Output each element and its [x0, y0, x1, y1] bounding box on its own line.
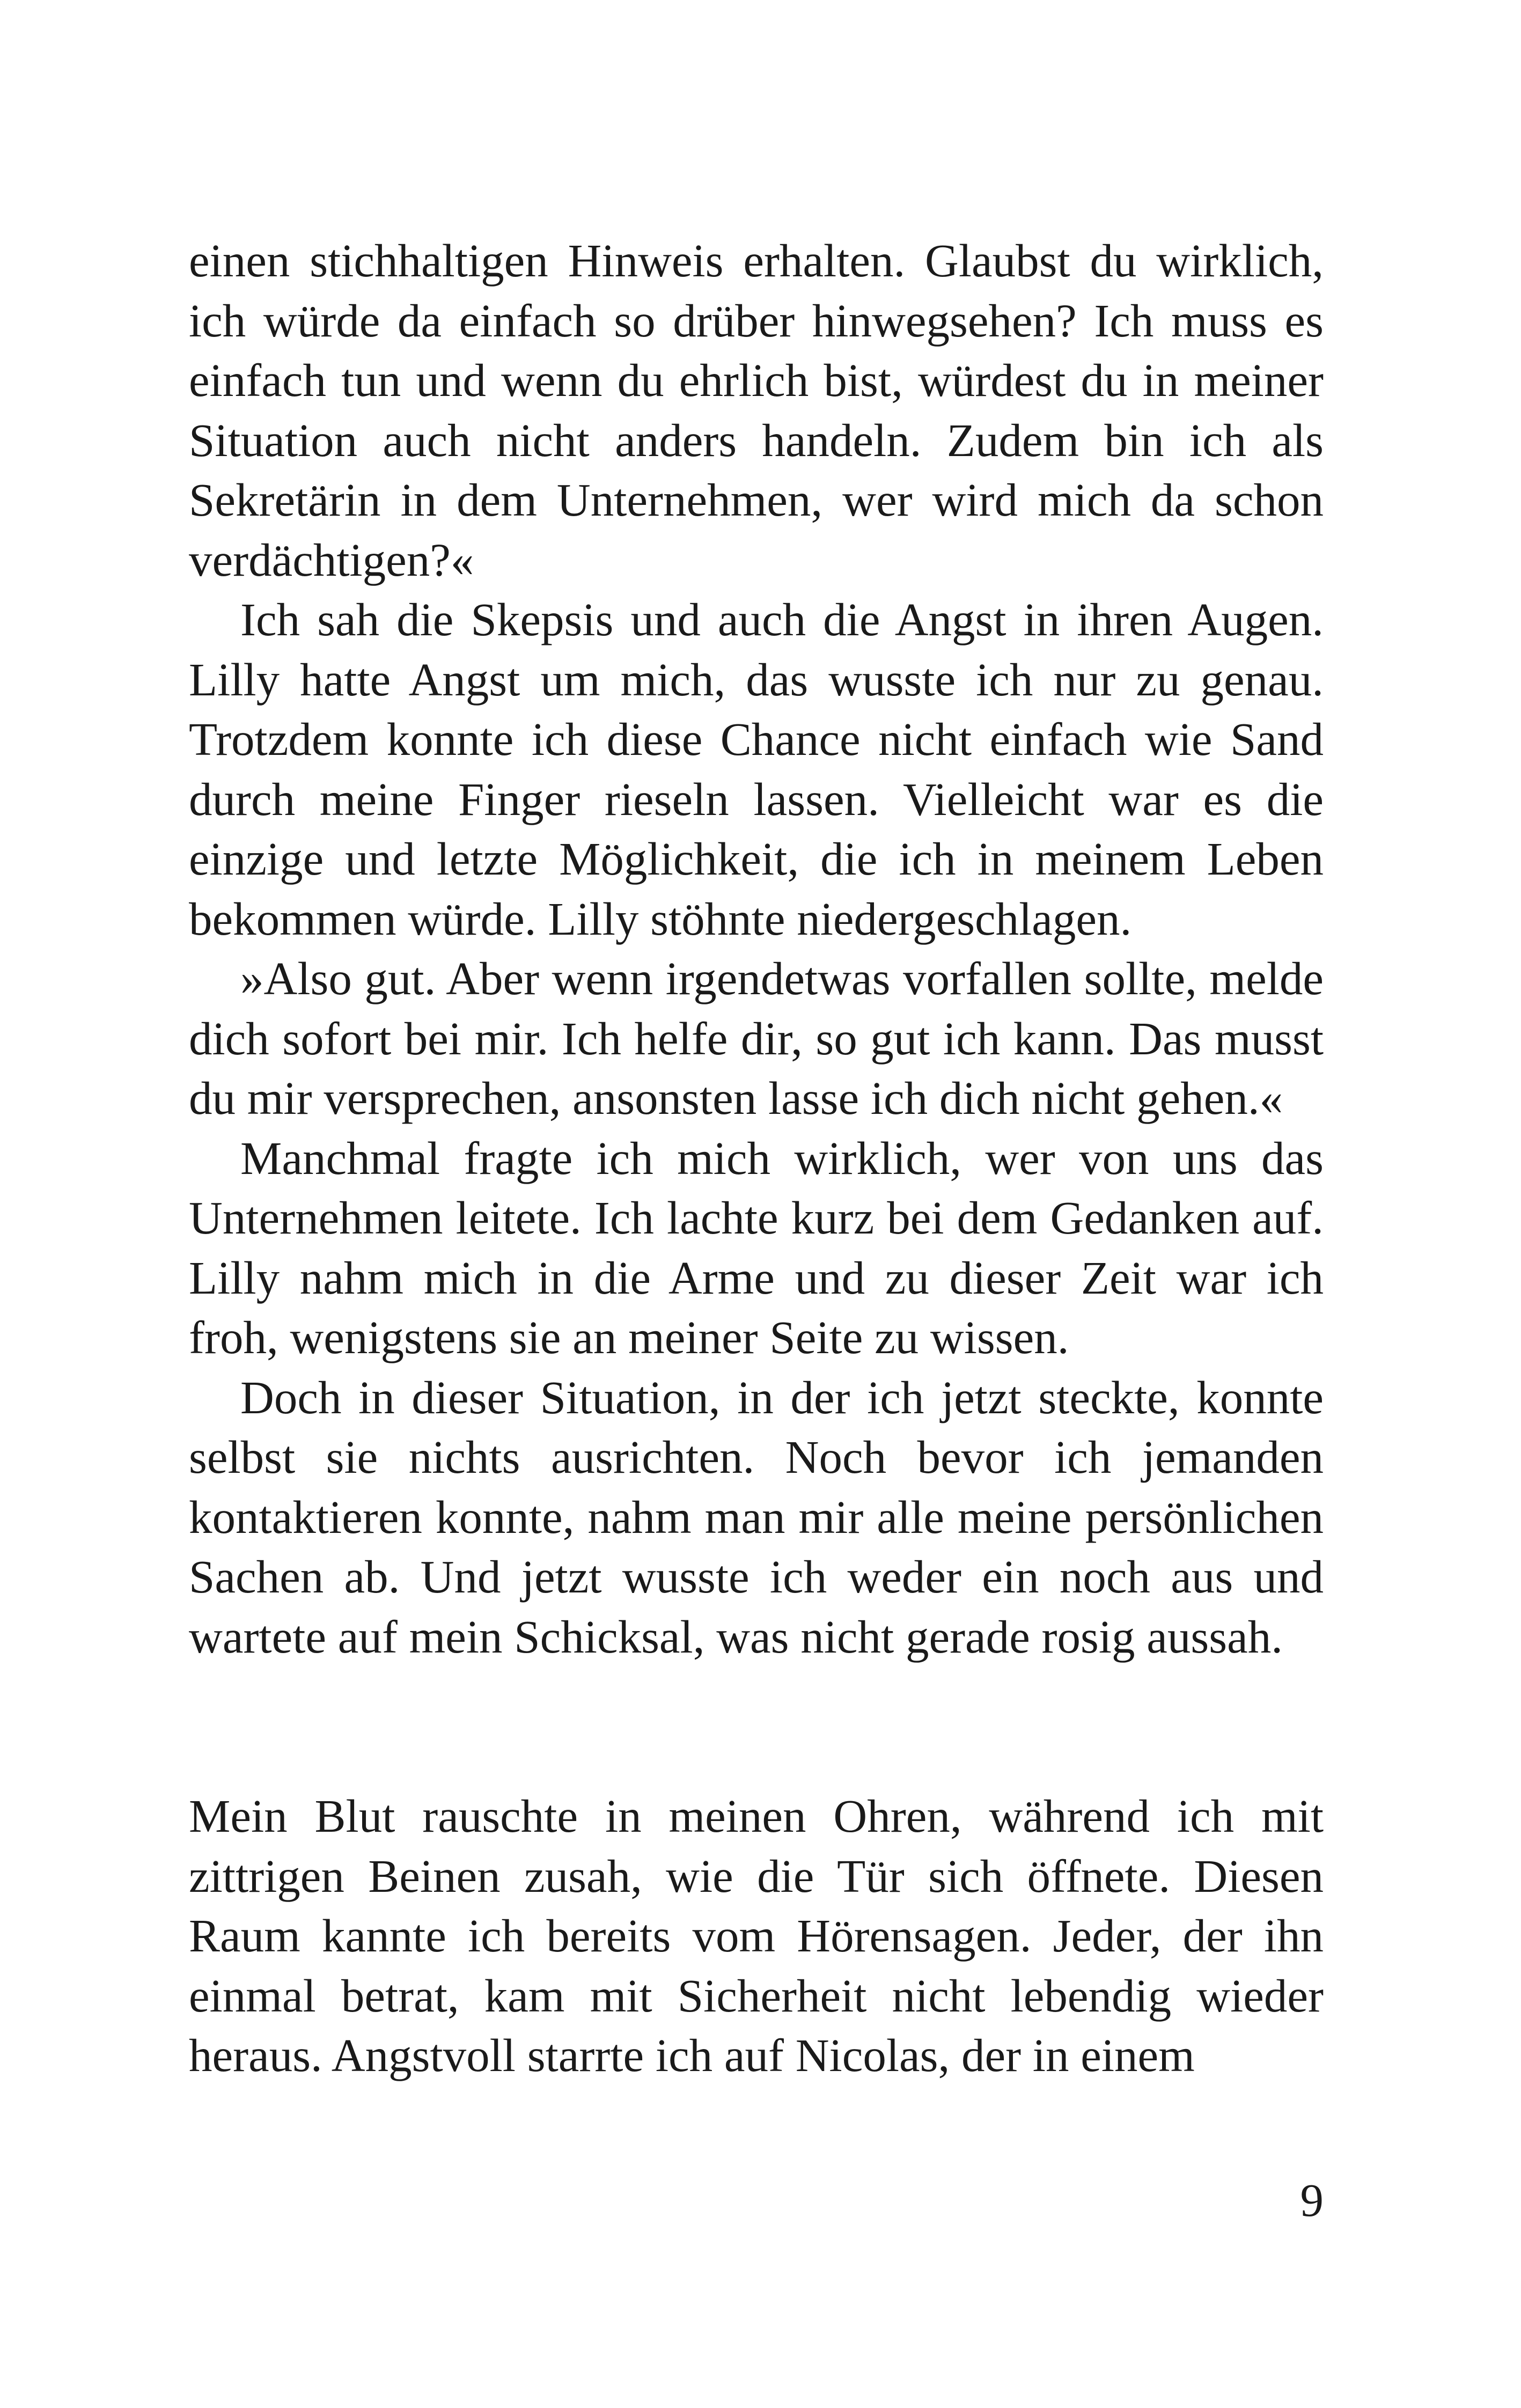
page-number: 9 — [1300, 2174, 1324, 2226]
paragraph-1: einen stichhaltigen Hinweis erhalten. Glaubst du wirklich, ich würde da einfach so drüber hinwegsehen? Ich muss es einfach tun und wenn du ehrlich bist, würdest du in meiner Situation auch nicht anders handeln. Zudem bin ich als Sekretärin in dem Unternehmen, wer wird mich da schon verdächtigen?« — [189, 234, 1324, 586]
paragraph-2: Ich sah die Skepsis und auch die Angst in ihren Augen. Lilly hatte Angst um mich, das wusste ich nur zu genau. Trotzdem konnte ich diese Chance nicht einfach wie Sand durch meine Finger rieseln lassen. Vielleicht war es die einzige und letzte Möglichkeit, die ich in meinem Leben bekommen würde. Lilly stöhnte niedergeschlagen. — [189, 593, 1324, 945]
paragraph-4: Manchmal fragte ich mich wirklich, wer von uns das Unternehmen leitete. Ich lachte kurz bei dem Gedanken auf. Lilly nahm mich in die Arme und zu dieser Zeit war ich froh, wenigstens sie an meiner Seite zu wissen. — [189, 1132, 1324, 1363]
body-text — [189, 231, 1324, 2086]
paragraph-6: Mein Blut rauschte in meinen Ohren, während ich mit zittrigen Beinen zusah, wie die Tür sich öffnete. Diesen Raum kannte ich bereits vom Hörensagen. Jeder, der ihn einmal betrat, kam mit Sicherheit nicht lebendig wieder heraus. Angstvoll starrte ich auf Nicolas, der in einem — [189, 1790, 1324, 2081]
paragraph-5: Doch in dieser Situation, in der ich jetzt steckte, konnte selbst sie nichts ausrichten. Noch bevor ich jemanden kontaktieren konnte, nahm man mir alle meine persönlichen Sachen ab. Und jetzt wusste ich weder ein noch aus und wartete auf mein Schicksal, was nicht gerade rosig aussah. — [189, 1371, 1324, 1663]
paragraph-3: »Also gut. Aber wenn irgendetwas vorfallen sollte, melde dich sofort bei mir. Ich helfe dir, so gut ich kann. Das musst du mir versprechen, ansonsten lasse ich dich nicht gehen.« — [189, 952, 1324, 1124]
scene-break — [189, 1666, 1324, 1786]
